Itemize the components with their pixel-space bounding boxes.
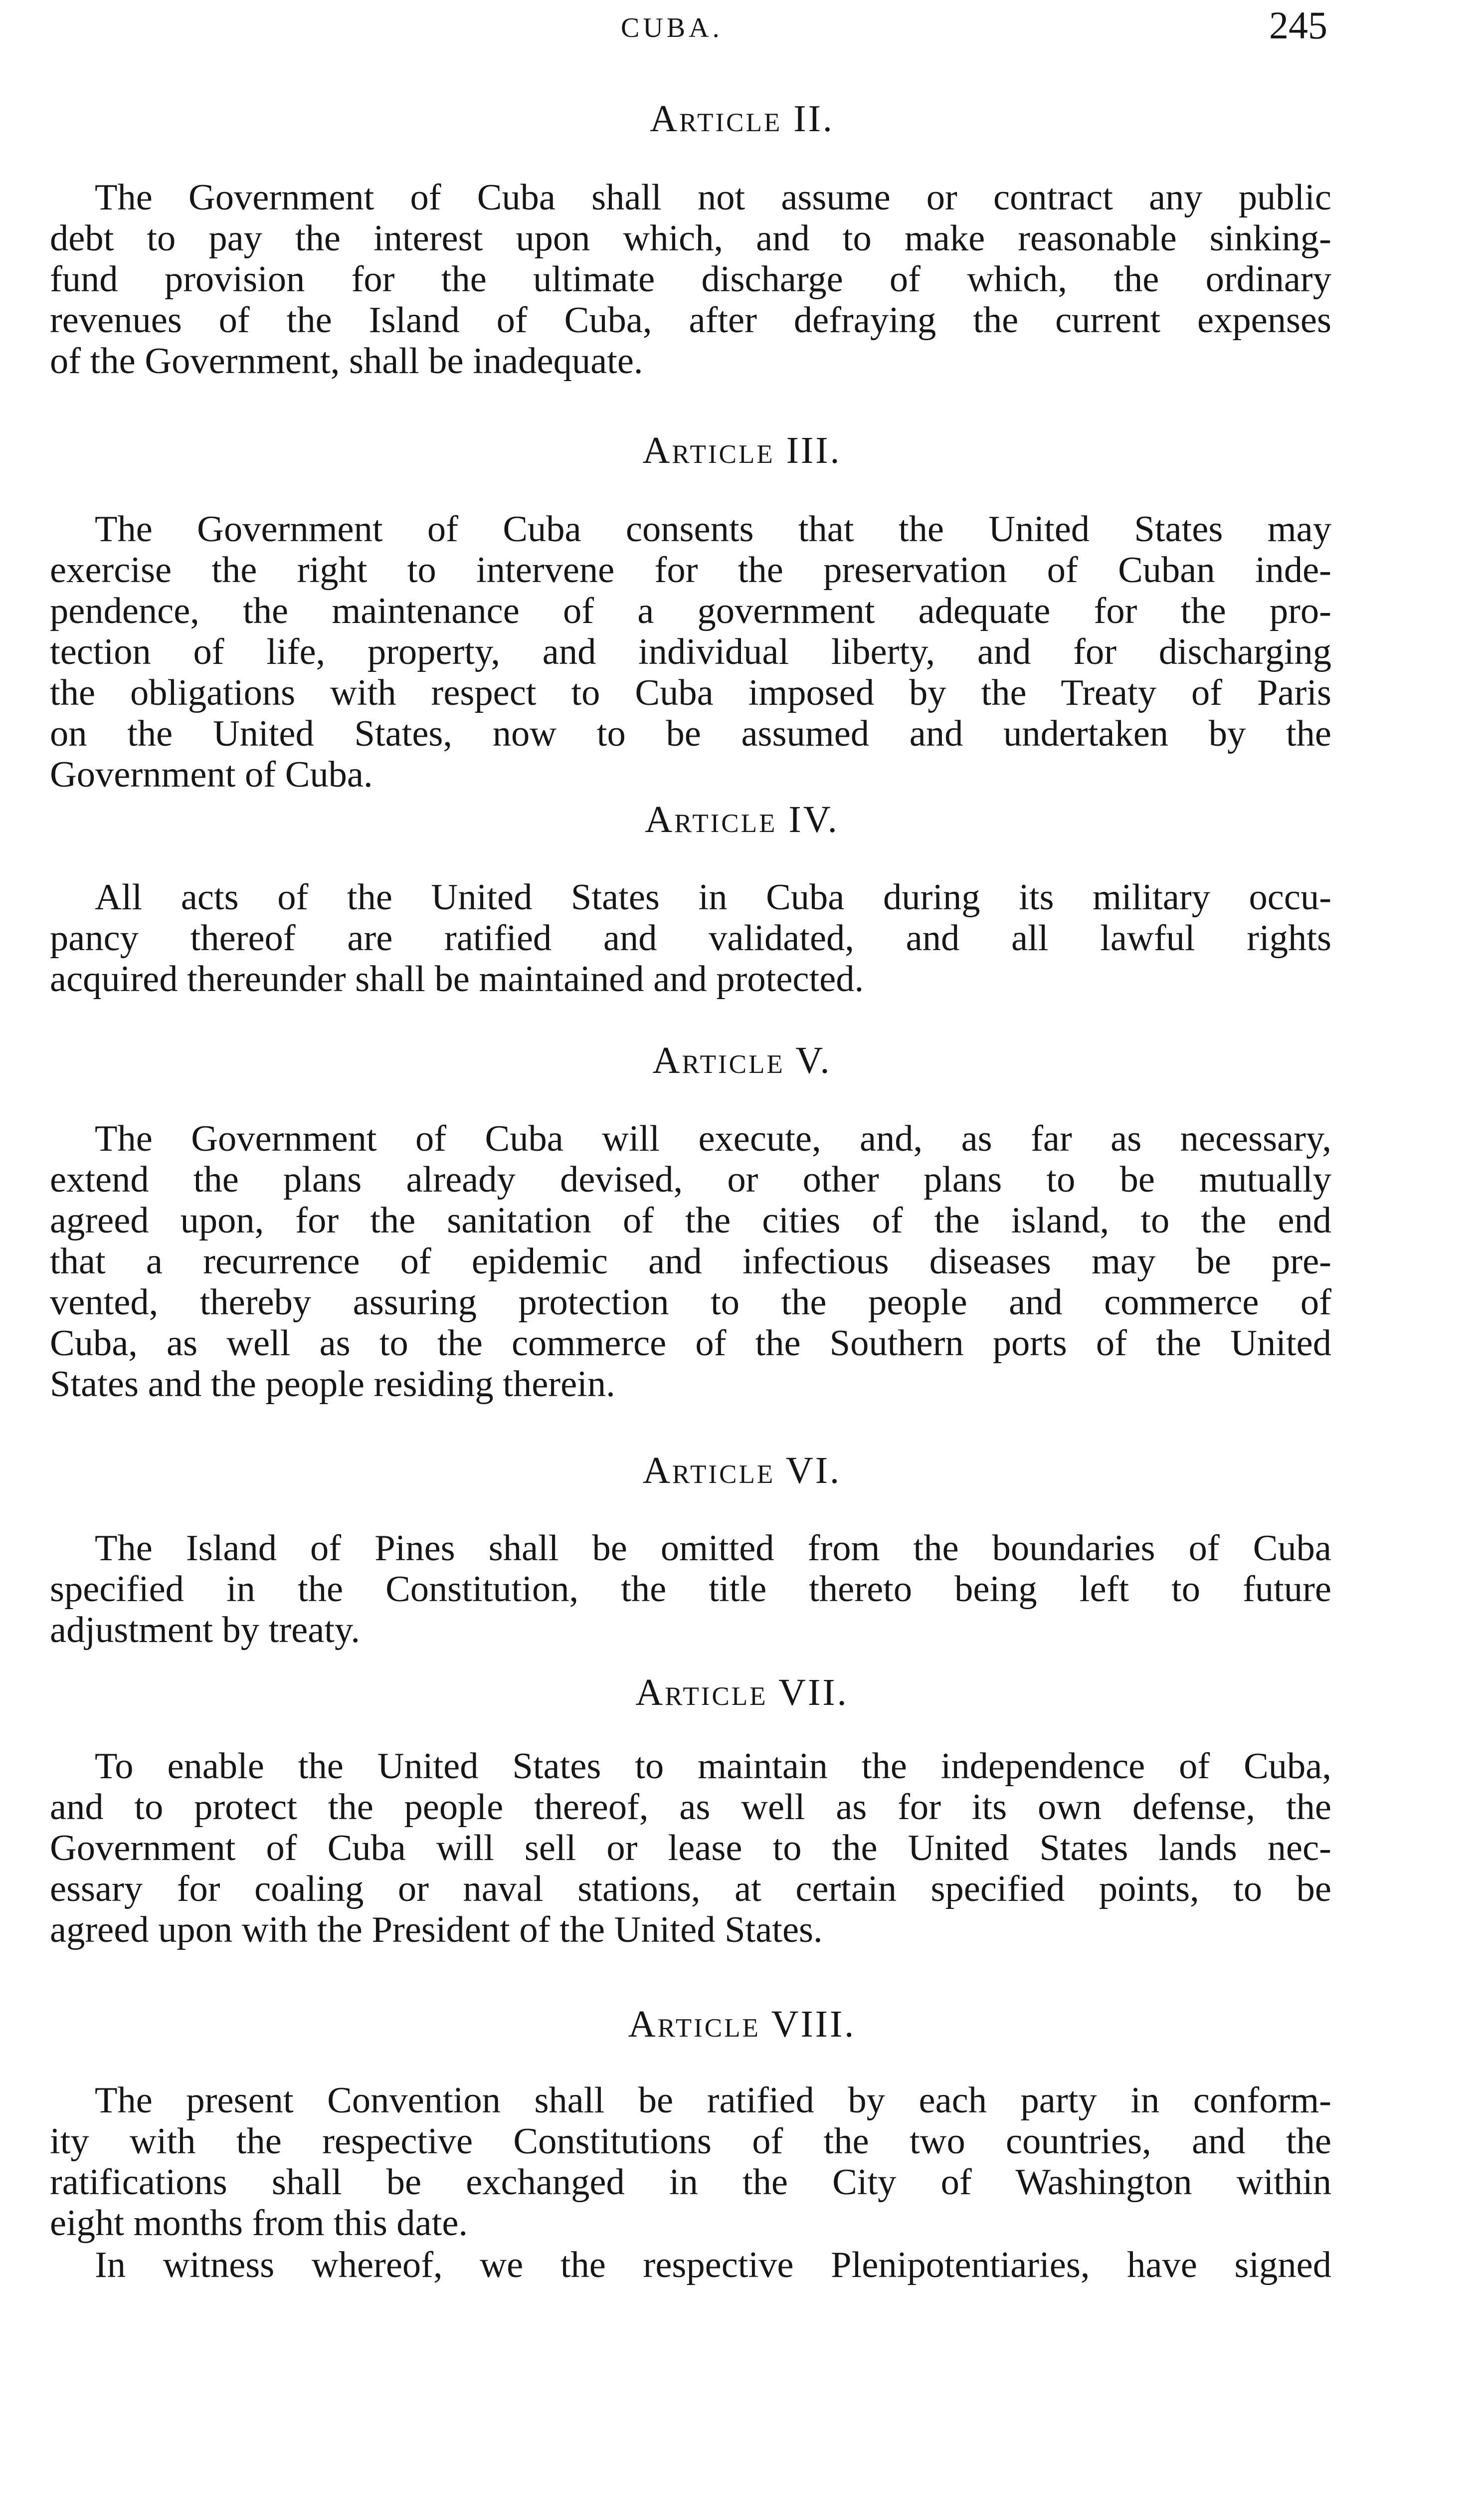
page-number: 245 <box>1269 3 1327 47</box>
paragraph-line: The Government of Cuba shall not assume or contract any public <box>95 177 1331 218</box>
article-heading: Article VII. <box>635 1671 849 1713</box>
paragraph-line: ity with the respective Constitutions of the two countries, and the <box>50 2121 1331 2162</box>
paragraph-line: acquired thereunder shall be maintained and protected. <box>50 959 864 1000</box>
article-heading: Article II. <box>650 98 834 140</box>
article-paragraph <box>50 1746 1331 1950</box>
paragraph-line: The Government of Cuba consents that the United States may <box>95 509 1331 550</box>
article-heading: Article VIII. <box>628 2003 856 2045</box>
paragraph-line: extend the plans already devised, or other plans to be mutually <box>50 1159 1331 1200</box>
paragraph-line: States and the people residing therein. <box>50 1364 615 1405</box>
paragraph-line: All acts of the United States in Cuba during its military occu- <box>95 877 1331 918</box>
paragraph-line: Government of Cuba. <box>50 754 373 795</box>
running-title: CUBA. <box>621 12 723 43</box>
paragraph-line: ratifications shall be exchanged in the City of Washington within <box>50 2162 1331 2203</box>
paragraph-line: specified in the Constitution, the title thereto being left to future <box>50 1569 1331 1610</box>
paragraph-line: To enable the United States to maintain the independence of Cuba, <box>95 1746 1331 1787</box>
paragraph-line: that a recurrence of epidemic and infectious diseases may be pre- <box>50 1241 1331 1282</box>
article-paragraph <box>50 177 1331 382</box>
article-heading: Article IV. <box>645 799 839 840</box>
paragraph-line: exercise the right to intervene for the preservation of Cuban inde- <box>50 550 1331 591</box>
paragraph-line: agreed upon, for the sanitation of the cities of the island, to the end <box>50 1200 1331 1241</box>
paragraph-line: pendence, the maintenance of a government adequate for the pro- <box>50 591 1331 631</box>
paragraph-line: eight months from this date. <box>50 2203 468 2244</box>
article-heading: Article VI. <box>643 1450 841 1491</box>
article-paragraph <box>50 877 1331 1000</box>
running-header <box>0 0 1484 50</box>
paragraph-line: pancy thereof are ratified and validated, and all lawful rights <box>50 918 1331 959</box>
paragraph-line: The Island of Pines shall be omitted from the boundaries of Cuba <box>95 1528 1331 1569</box>
article-heading: Article III. <box>642 429 842 471</box>
article-paragraph <box>50 2080 1331 2244</box>
article-heading: Article V. <box>652 1039 832 1081</box>
paragraph-line: Cuba, as well as to the commerce of the Southern ports of the United <box>50 1323 1331 1364</box>
article-paragraph <box>50 1118 1331 1405</box>
paragraph-line: revenues of the Island of Cuba, after defraying the current expenses <box>50 300 1331 341</box>
paragraph-line: essary for coaling or naval stations, at certain specified points, to be <box>50 1869 1331 1909</box>
paragraph-line: fund provision for the ultimate discharge of which, the ordinary <box>50 259 1331 300</box>
paragraph-line: debt to pay the interest upon which, and to make reasonable sinking- <box>50 218 1331 259</box>
paragraph-line: agreed upon with the President of the United States. <box>50 1909 823 1950</box>
paragraph-line: of the Government, shall be inadequate. <box>50 341 643 382</box>
paragraph-line: vented, thereby assuring protection to the people and commerce of <box>50 1282 1331 1323</box>
paragraph-line: In witness whereof, we the respective Plenipotentiaries, have signed <box>95 2245 1331 2286</box>
paragraph-line: the obligations with respect to Cuba imposed by the Treaty of Paris <box>50 672 1331 713</box>
paragraph-line: tection of life, property, and individual liberty, and for discharging <box>50 631 1331 672</box>
paragraph-line: and to protect the people thereof, as well as for its own defense, the <box>50 1787 1331 1828</box>
closing-paragraph <box>50 2245 1331 2286</box>
paragraph-line: The present Convention shall be ratified by each party in conform- <box>95 2080 1331 2121</box>
article-paragraph <box>50 1528 1331 1651</box>
paragraph-line: adjustment by treaty. <box>50 1610 361 1651</box>
article-paragraph <box>50 509 1331 795</box>
paragraph-line: Government of Cuba will sell or lease to the United States lands nec- <box>50 1828 1331 1869</box>
paragraph-line: The Government of Cuba will execute, and, as far as necessary, <box>95 1118 1331 1159</box>
paragraph-line: on the United States, now to be assumed and undertaken by the <box>50 713 1331 754</box>
